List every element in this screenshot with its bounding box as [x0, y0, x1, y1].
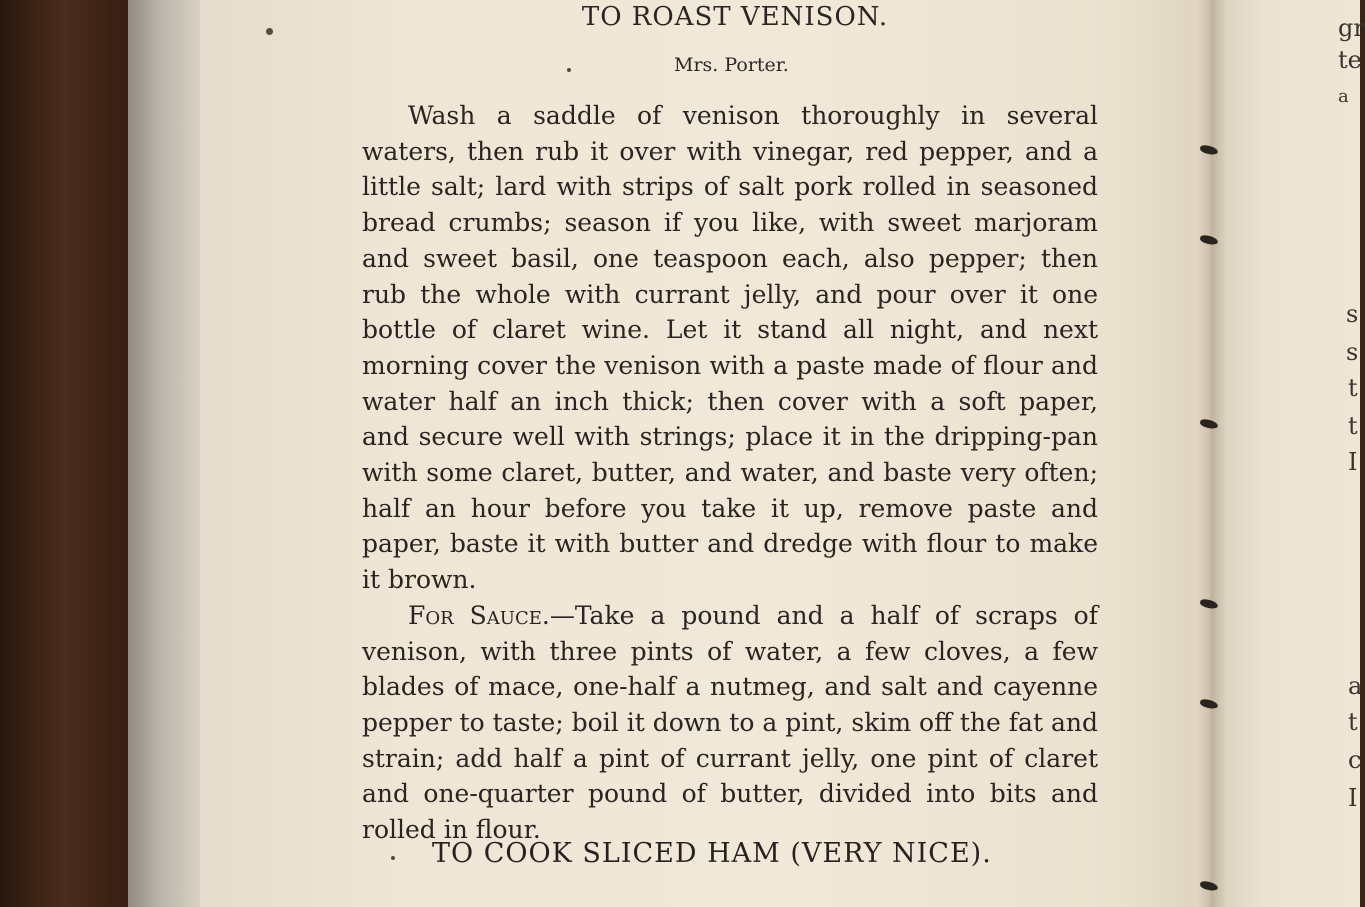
- sauce-instructions: —Take a pound and a half of scraps of venison, with three pints of water, a few cloves, a few blades of mace, one-half a nutmeg, and salt and cayenne pepper to taste; boil it down to a pint, skim off the fat and strain; add half a pint of currant jelly, one pint of claret and one-quarter pound of butter, divided into bits and rolled in flour.: [362, 600, 1098, 845]
- right-page-fragment: t: [1348, 412, 1358, 440]
- paper-speck: [391, 856, 395, 860]
- right-page: [1225, 0, 1363, 907]
- book-gutter: [1195, 0, 1225, 907]
- right-page-fragment: s: [1346, 300, 1359, 328]
- right-page-fragment: a: [1348, 672, 1363, 700]
- right-page-fragment: s: [1346, 338, 1359, 366]
- sauce-paragraph: [362, 598, 1098, 848]
- right-page-fragment: te: [1338, 46, 1362, 74]
- paper-speck: [567, 68, 571, 72]
- right-page-fragment: I: [1348, 784, 1358, 812]
- next-recipe-title: TO COOK SLICED HAM (VERY NICE).: [432, 838, 992, 869]
- right-page-fragment: gr: [1338, 14, 1365, 42]
- sauce-heading: For Sauce.: [408, 600, 550, 630]
- recipe-author: Mrs. Porter.: [674, 54, 789, 76]
- right-page-fragment: c: [1348, 746, 1362, 774]
- recipe-body: [362, 98, 1098, 848]
- right-page-fragment: I: [1348, 448, 1358, 476]
- right-page-fragment: t: [1348, 708, 1358, 736]
- right-page-fragment: t: [1348, 374, 1358, 402]
- recipe-title: TO ROAST VENISON.: [581, 2, 889, 32]
- recipe-instructions: Wash a saddle of venison thoroughly in several waters, then rub it over with vinegar, red pepper, and a little salt; lard with strips of salt pork rolled in seasoned bread crumbs; season if you like, with sweet marjoram and sweet basil, one teaspoon each, also pepper; then rub the whole with currant jelly, and pour over it one bottle of claret wine. Let it stand all night, and next morning cover the venison with a paste made of flour and water half an inch thick; then cover with a soft paper, and secure well with strings; place it in the dripping-pan with some claret, butter, and water, and baste very often; half an hour before you take it up, remove paste and paper, baste it with butter and dredge with flour to make it brown.: [362, 101, 1098, 595]
- right-page-fragment: a: [1338, 86, 1349, 107]
